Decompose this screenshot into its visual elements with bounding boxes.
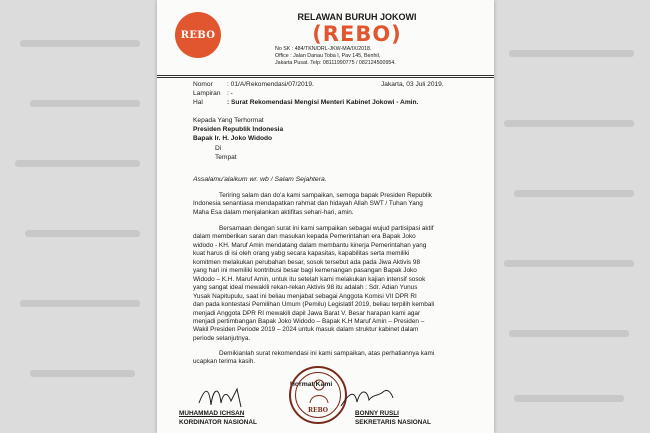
header-divider	[157, 75, 494, 76]
paragraph-line: Indonesia senantiasa mendapatkan rahmat dan hidayah Allah SWT / Tuhan Yang	[193, 200, 423, 208]
paragraph-line: Teriring salam dan do'a kami sampaikan, semoga bapak Presiden Republik	[219, 192, 432, 199]
nomor-label: Nomor	[193, 81, 213, 88]
recipient-line-1: Kepada Yang Terhormat	[193, 117, 264, 124]
paragraph-line: Yusak Napitupulu, saat ini beliau menjabat sebagai Anggota Komisi VII DPR RI	[193, 292, 417, 300]
closing-text: Hormat Kami	[290, 381, 333, 388]
paragraph-line: kuat harus di isi oleh orang yabg secara kapasitas, kapabilitas serta memiliki	[193, 250, 410, 258]
left-signature	[197, 383, 247, 411]
paragraph-line: periode selanjutnya.	[193, 334, 251, 342]
paragraph-line: yang sangat ideal mewakili rekan-rekan Aktivis 98 itu adalah : Sdr. Adian Yunus	[193, 284, 418, 292]
blurred-background-left	[0, 0, 157, 433]
stamp-text: REBO	[308, 407, 328, 414]
letter-date: Jakarta, 03 Juli 2019.	[381, 81, 444, 88]
paragraph-line: Maha Esa dalam menjalankan aktifitas sehari-hari, amin.	[193, 208, 354, 216]
paragraph-line: komitmen melakukan perubahan besar, sosok tersebut ada pada Jiwa Aktivis 98	[193, 258, 420, 266]
paragraph-line: Demikianlah surat rekomendasi ini kami sampaikan, atas perhatiannya kami	[219, 350, 435, 357]
rebo-logo	[175, 12, 221, 58]
meta-nomor	[193, 81, 314, 88]
office-address: Office : Jalan Danau Toba I, Pav 145, Benhil,	[275, 53, 381, 59]
logo-text: REBO	[180, 29, 216, 41]
city-phone: Jakarta Pusat. Telp: 08111990775 / 082124500954.	[275, 60, 396, 66]
paragraph-3	[193, 350, 481, 367]
recipient-line-3: Bapak Ir. H. Joko Widodo	[193, 135, 273, 142]
recipient-line-5: Tempat	[215, 154, 237, 161]
paragraph-line: Wakil Presiden Periode 2019 – 2024 untuk masuk dalam struktur kabinet dalam	[193, 326, 419, 334]
recipient-line-4: Di	[215, 145, 222, 152]
paragraph-line: yang hari ini memiliki kontribusi besar bagi kemenangan pasangan Bapak Joko	[193, 267, 417, 275]
paragraph-line: widodo - KH. Maruf Amin mendatang dalam membantu kinerja Pemerintahan yang	[193, 241, 427, 249]
left-signatory-name: MUHAMMAD ICHSAN	[179, 410, 245, 417]
hal-label: Hal	[193, 99, 203, 106]
stamp-portrait-icon	[307, 376, 331, 404]
right-signature	[337, 384, 397, 412]
hal-value: : Surat Rekomendasi Mengisi Menteri Kabinet Jokowi - Amin.	[227, 99, 419, 106]
right-signatory-name: BONNY RUSLI	[355, 410, 399, 417]
lampiran-label: Lampiran	[193, 90, 221, 97]
paragraph-line: dan pada kontestasi Pemilihan Umum (Pemilu) Legislatif 2019, beliau terpilih kembali	[193, 301, 435, 309]
paragraph-line: menjadi Anggota DPR RI mewakili dapil Jawa Barat V. Besar harapan kami agar	[193, 309, 421, 317]
paragraph-line: ucapkan terima kasih.	[193, 358, 256, 366]
blurred-background-right	[494, 0, 650, 433]
meta-hal	[193, 99, 418, 106]
organization-abbreviation: (REBO)	[312, 22, 402, 46]
paragraph-2	[193, 225, 481, 343]
paragraph-1	[193, 192, 481, 217]
paragraph-line: dalam memberikan saran dan masukan kepada Pemerintahan era Bapak Joko	[193, 233, 416, 241]
lampiran-value: : -	[227, 90, 233, 97]
salutation: Assalamu'alaikum wr. wb / Salam Sejahtera.	[193, 176, 327, 183]
paragraph-line: Widodo – K.H. Maruf Amin, untuk itu setelah kami melakukan kajian intensif sosok	[193, 275, 426, 283]
paragraph-line: Bersamaan dengan surat ini kami sampaikan sebagai wujud partisipasi aktif	[219, 225, 434, 232]
meta-lampiran	[193, 90, 233, 97]
nomor-value: : 01/A/Rekomendasi/07/2019.	[227, 81, 314, 88]
header-divider-secondary	[157, 77, 494, 78]
organization-name: RELAWAN BURUH JOKOWI	[297, 12, 417, 22]
letter-document	[157, 0, 494, 433]
paragraph-line: menjadi pertimbangan Bapak Joko Widodo – Bapak K.H Maruf Amin – Presiden –	[193, 317, 425, 325]
right-signatory-title: SEKRETARIS NASIONAL	[355, 419, 431, 426]
sk-number: No SK : 484/TKN/DRL-JKW-MA/IX/2018.	[275, 46, 372, 52]
left-signatory-title: KORDINATOR NASIONAL	[179, 419, 257, 426]
recipient-line-2: Presiden Republik Indonesia	[193, 126, 284, 133]
